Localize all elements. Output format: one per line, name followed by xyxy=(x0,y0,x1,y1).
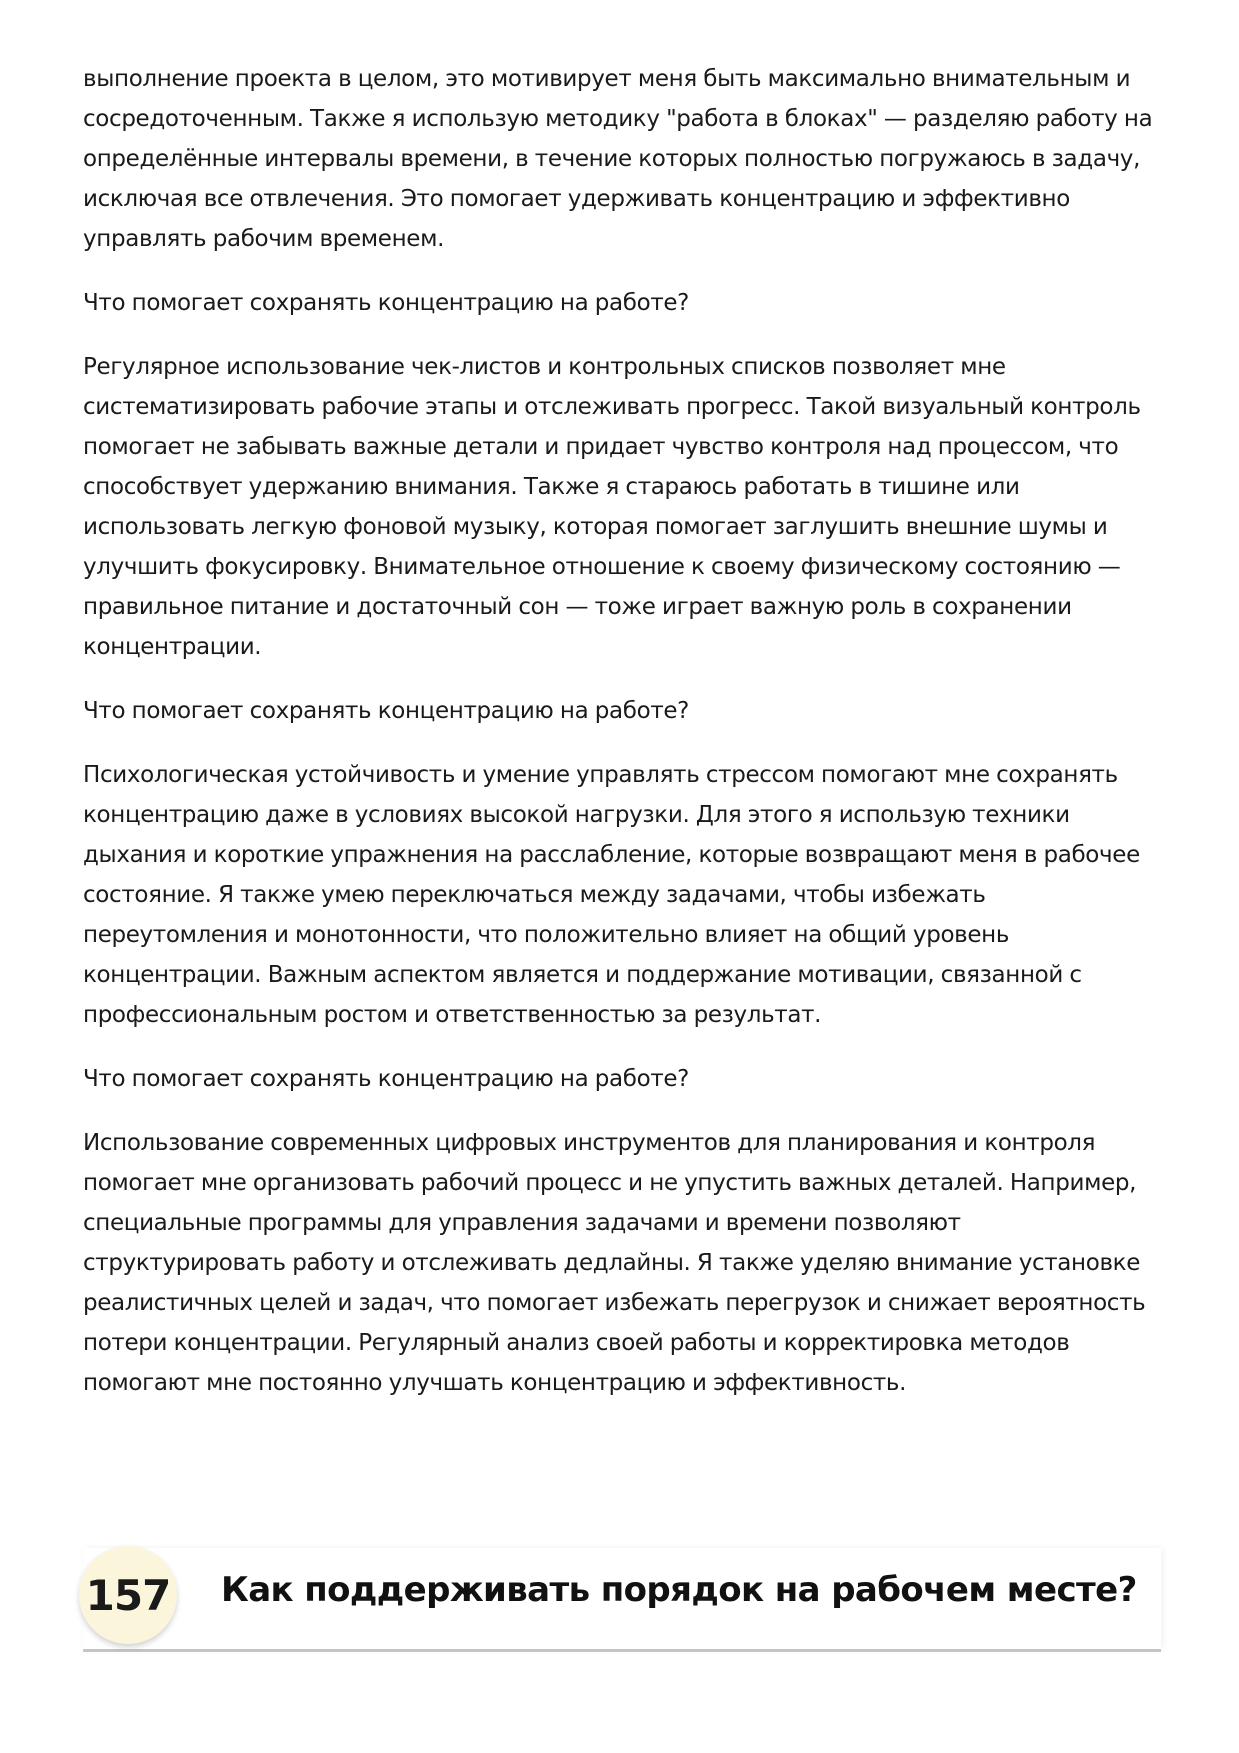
question-heading: Что помогает сохранять концентрацию на работе? xyxy=(83,290,690,316)
answer-paragraph: Регулярное использование чек-листов и контрольных списков позволяет мне систематизировать рабочие этапы и отслеживать прогресс. Такой визуальный контроль помогает не забывать важные детали и придает чувство контроля над процессом, что способствует удержанию внимания. Также я стараюсь работать в тишине или использовать легкую фоновой музыку, которая помогает заглушить внешние шумы и улучшить фокусировку. Внимательное отношение к своему физическому состоянию — правильное питание и достаточный сон — тоже играет важную роль в сохранении концентрации. xyxy=(83,354,1141,660)
question-heading: Что помогает сохранять концентрацию на работе? xyxy=(83,698,690,724)
answer-paragraph-continuation: выполнение проекта в целом, это мотивирует меня быть максимально внимательным и сосредоточенным. Также я использую методику "работа в блоках" — разделяю работу на определённые интервалы времени, в течение которых полностью погружаюсь в задачу, исключая все отвлечения. Это помогает удерживать концентрацию и эффективно управлять рабочим временем. xyxy=(83,66,1153,252)
question-heading: Что помогает сохранять концентрацию на работе? xyxy=(83,1066,690,1092)
section-heading xyxy=(83,1548,1161,1652)
document-body xyxy=(83,59,1163,1427)
section-title: Как поддерживать порядок на рабочем месте? xyxy=(221,1570,1137,1610)
answer-paragraph: Психологическая устойчивость и умение управлять стрессом помогают мне сохранять концентрацию даже в условиях высокой нагрузки. Для этого я использую техники дыхания и короткие упражнения на расслабление, которые возвращают меня в рабочее состояние. Я также умею переключаться между задачами, чтобы избежать переутомления и монотонности, что положительно влияет на общий уровень концентрации. Важным аспектом является и поддержание мотивации, связанной с профессиональным ростом и ответственностью за результат. xyxy=(83,762,1140,1028)
section-number-badge: 157 xyxy=(79,1546,177,1644)
answer-paragraph: Использование современных цифровых инструментов для планирования и контроля помогает мне организовать рабочий процесс и не упустить важных деталей. Например, специальные программы для управления задачами и времени позволяют структурировать работу и отслеживать дедлайны. Я также уделяю внимание установке реалистичных целей и задач, что помогает избежать перегрузок и снижает вероятность потери концентрации. Регулярный анализ своей работы и корректировка методов помогают мне постоянно улучшать концентрацию и эффективность. xyxy=(83,1130,1146,1396)
